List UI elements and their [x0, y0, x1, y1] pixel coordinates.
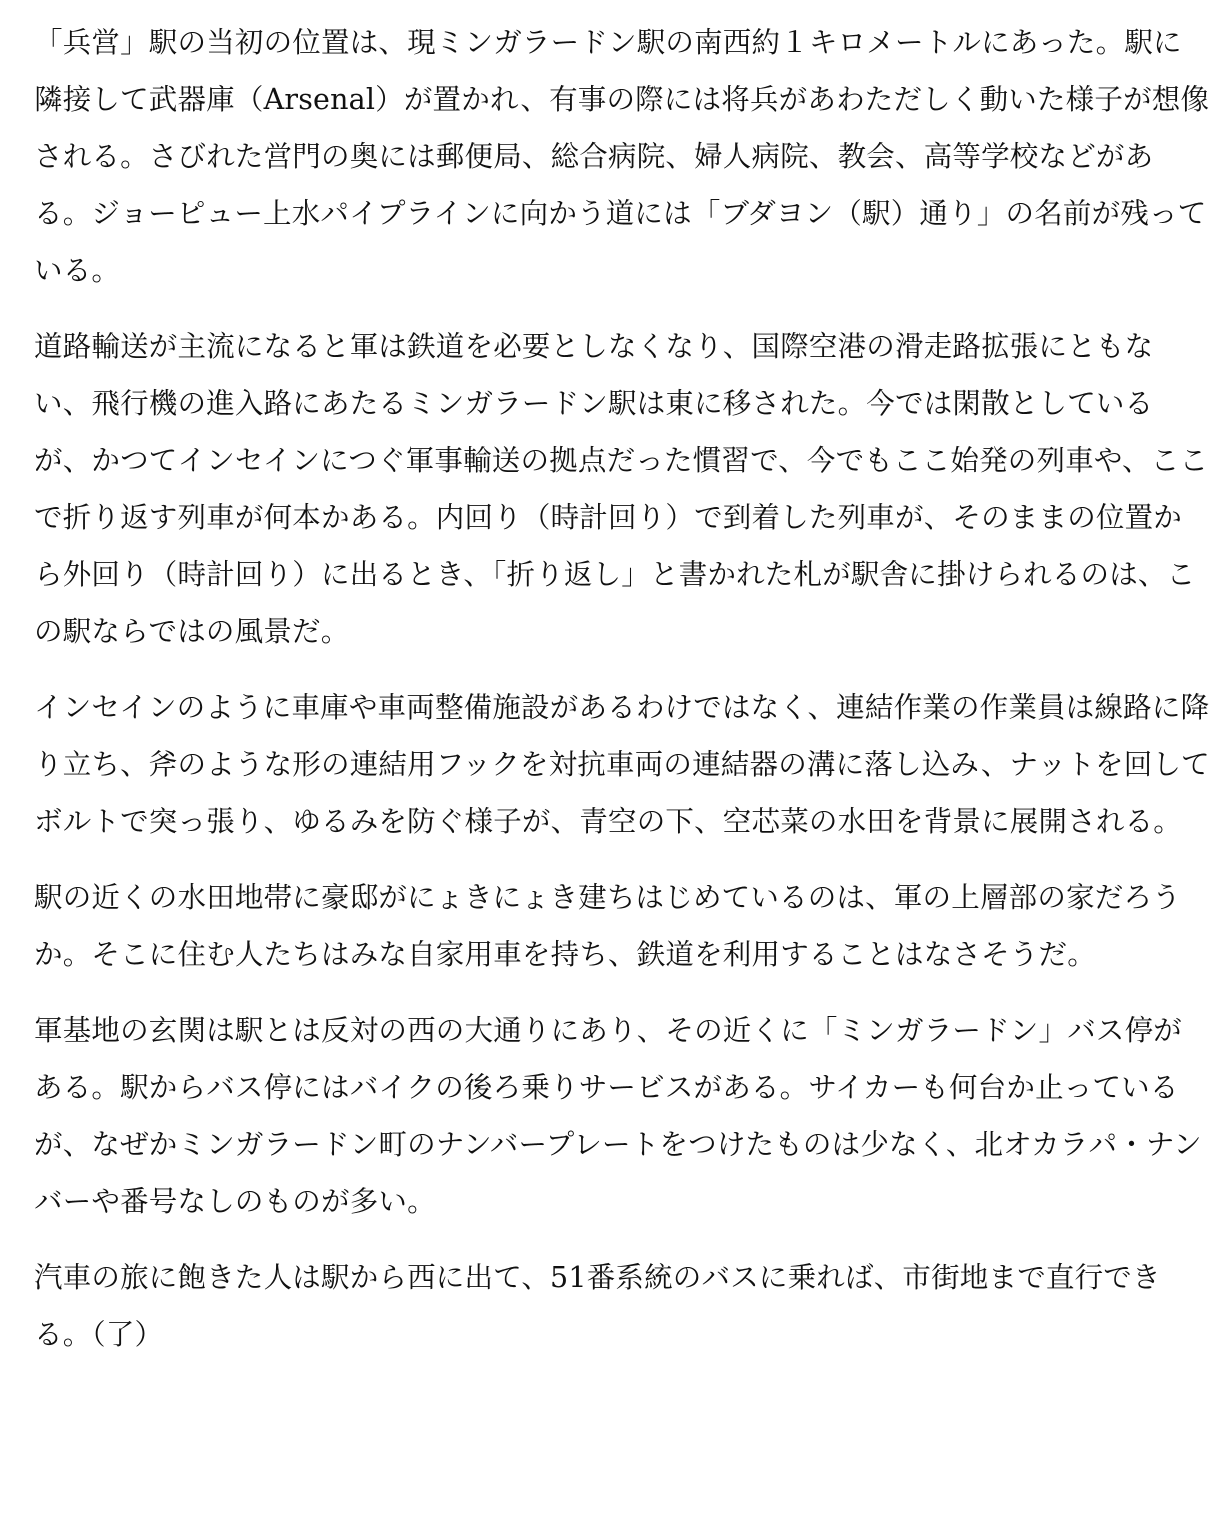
- paragraph-5: 軍基地の玄関は駅とは反対の西の大通りにあり、その近くに「ミンガラードン」バス停がある。駅からバス停にはバイクの後ろ乗りサービスがある。サイカーも何台か止っているが、なぜかミンガラードン町のナンバープレートをつけたものは少なく、北オカラパ・ナンバーや番号なしのものが多い。: [34, 1014, 1202, 1218]
- paragraph-2: 道路輸送が主流になると軍は鉄道を必要としなくなり、国際空港の滑走路拡張にともない、飛行機の進入路にあたるミンガラードン駅は東に移された。今では閑散としているが、かつてインセインにつぐ軍事輸送の拠点だった慣習で、今でもここ始発の列車や、ここで折り返す列車が何本かある。内回り（時計回り）で到着した列車が、そのままの位置から外回り（時計回り）に出るとき、「折り返し」と書かれた札が駅舎に掛けられるのは、この駅ならではの風景だ。: [34, 330, 1209, 648]
- paragraph-3: インセインのように車庫や車両整備施設があるわけではなく、連結作業の作業員は線路に降り立ち、斧のような形の連結用フックを対抗車両の連結器の溝に落し込み、ナットを回してボルトで突っ張り、ゆるみを防ぐ様子が、青空の下、空芯菜の水田を背景に展開される。: [34, 691, 1210, 838]
- paragraph-4: 駅の近くの水田地帯に豪邸がにょきにょき建ちはじめているのは、軍の上層部の家だろうか。そこに住む人たちはみな自家用車を持ち、鉄道を利用することはなさそうだ。: [34, 881, 1181, 971]
- paragraph-6: 汽車の旅に飽きた人は駅から西に出て、51番系統のバスに乗れば、市街地まで直行できる。（了）: [34, 1261, 1161, 1351]
- paragraph-1: 「兵営」駅の当初の位置は、現ミンガラードン駅の南西約１キロメートルにあった。駅に隣接して武器庫（Arsenal）が置かれ、有事の際には将兵があわただしく動いた様子が想像される。さびれた営門の奥には郵便局、総合病院、婦人病院、教会、高等学校などがある。ジョーピュー上水パイプラインに向かう道には「ブダヨン（駅）通り」の名前が残っている。: [34, 26, 1210, 287]
